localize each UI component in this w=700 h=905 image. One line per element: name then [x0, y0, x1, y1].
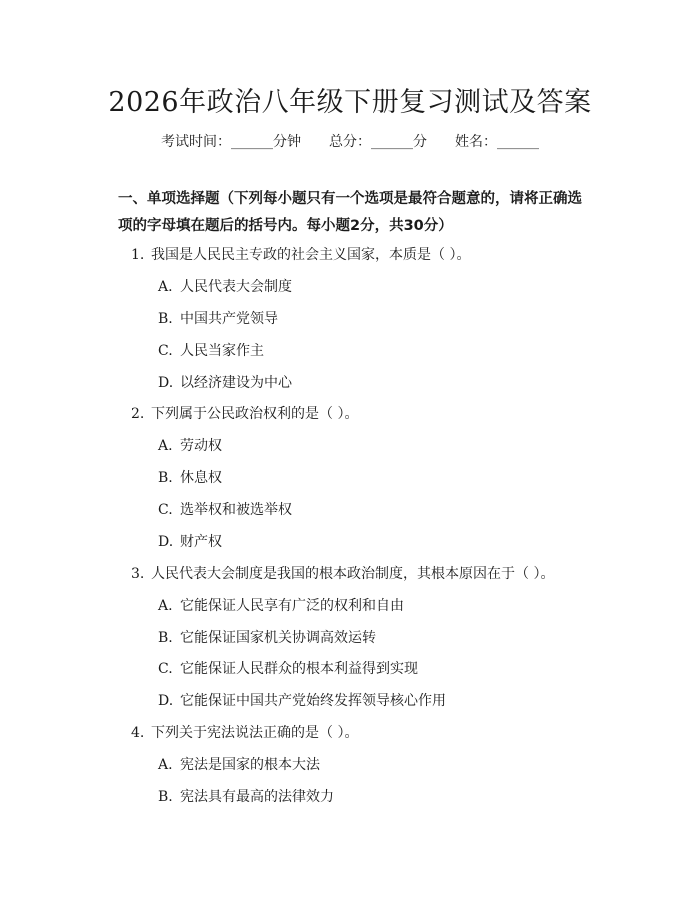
- option-1c: [158, 340, 264, 360]
- option-4a: [158, 754, 320, 774]
- option-text: 劳动权: [180, 438, 222, 454]
- option-letter: C.: [158, 502, 173, 518]
- option-1d: [158, 372, 292, 392]
- option-text: 它能保证人民享有广泛的权利和自由: [180, 598, 404, 614]
- question-2: [131, 403, 358, 423]
- name-field: 姓名：______: [455, 134, 539, 150]
- option-text: 休息权: [180, 470, 222, 486]
- question-4: [131, 722, 358, 742]
- option-letter: A.: [158, 757, 173, 773]
- option-text: 人民代表大会制度: [180, 279, 292, 295]
- option-letter: D.: [158, 375, 174, 391]
- question-number: 2.: [131, 406, 145, 422]
- option-1b: [158, 308, 278, 328]
- question-3: [131, 563, 554, 583]
- score-field: 总分：______分: [329, 134, 427, 150]
- option-1a: [158, 276, 292, 296]
- page-title: 2026年政治八年级下册复习测试及答案: [108, 87, 592, 118]
- option-text: 选举权和被选举权: [180, 502, 292, 518]
- option-letter: C.: [158, 343, 173, 359]
- option-letter: B.: [158, 470, 173, 486]
- option-letter: D.: [158, 534, 174, 550]
- option-letter: C.: [158, 661, 173, 677]
- question-text: 我国是人民民主专政的社会主义国家，本质是（ ）。: [151, 247, 471, 263]
- exam-meta: [0, 131, 700, 151]
- option-text: 以经济建设为中心: [180, 375, 292, 391]
- option-letter: A.: [158, 438, 173, 454]
- option-text: 人民当家作主: [180, 343, 264, 359]
- question-number: 4.: [131, 725, 145, 741]
- option-text: 宪法具有最高的法律效力: [180, 789, 334, 805]
- option-letter: B.: [158, 311, 173, 327]
- question-number: 3.: [131, 566, 145, 582]
- question-text: 下列关于宪法说法正确的是（ ）。: [151, 725, 359, 741]
- option-letter: A.: [158, 598, 173, 614]
- option-letter: A.: [158, 279, 173, 295]
- question-text: 人民代表大会制度是我国的根本政治制度，其根本原因在于（ ）。: [151, 566, 555, 582]
- option-2d: [158, 531, 222, 551]
- time-field: 考试时间：______分钟: [161, 134, 301, 150]
- question-number: 1.: [131, 247, 145, 263]
- option-2c: [158, 499, 292, 519]
- option-3d: [158, 690, 446, 710]
- option-3b: [158, 627, 376, 647]
- question-text: 下列属于公民政治权利的是（ ）。: [151, 406, 359, 422]
- option-text: 宪法是国家的根本大法: [180, 757, 320, 773]
- option-4b: [158, 786, 334, 806]
- option-3a: [158, 595, 404, 615]
- option-3c: [158, 658, 418, 678]
- option-text: 它能保证国家机关协调高效运转: [180, 630, 376, 646]
- option-text: 中国共产党领导: [180, 311, 278, 327]
- option-text: 它能保证中国共产党始终发挥领导核心作用: [180, 693, 446, 709]
- option-text: 它能保证人民群众的根本利益得到实现: [180, 661, 418, 677]
- option-letter: B.: [158, 789, 173, 805]
- option-2a: [158, 435, 222, 455]
- option-2b: [158, 467, 222, 487]
- option-text: 财产权: [180, 534, 222, 550]
- option-letter: B.: [158, 630, 173, 646]
- section-heading: 一、单项选择题（下列每小题只有一个选项是最符合题意的，请将正确选项的字母填在题后的括号内。每小题2分，共30分）: [118, 191, 582, 234]
- question-1: [131, 244, 470, 264]
- option-letter: D.: [158, 693, 174, 709]
